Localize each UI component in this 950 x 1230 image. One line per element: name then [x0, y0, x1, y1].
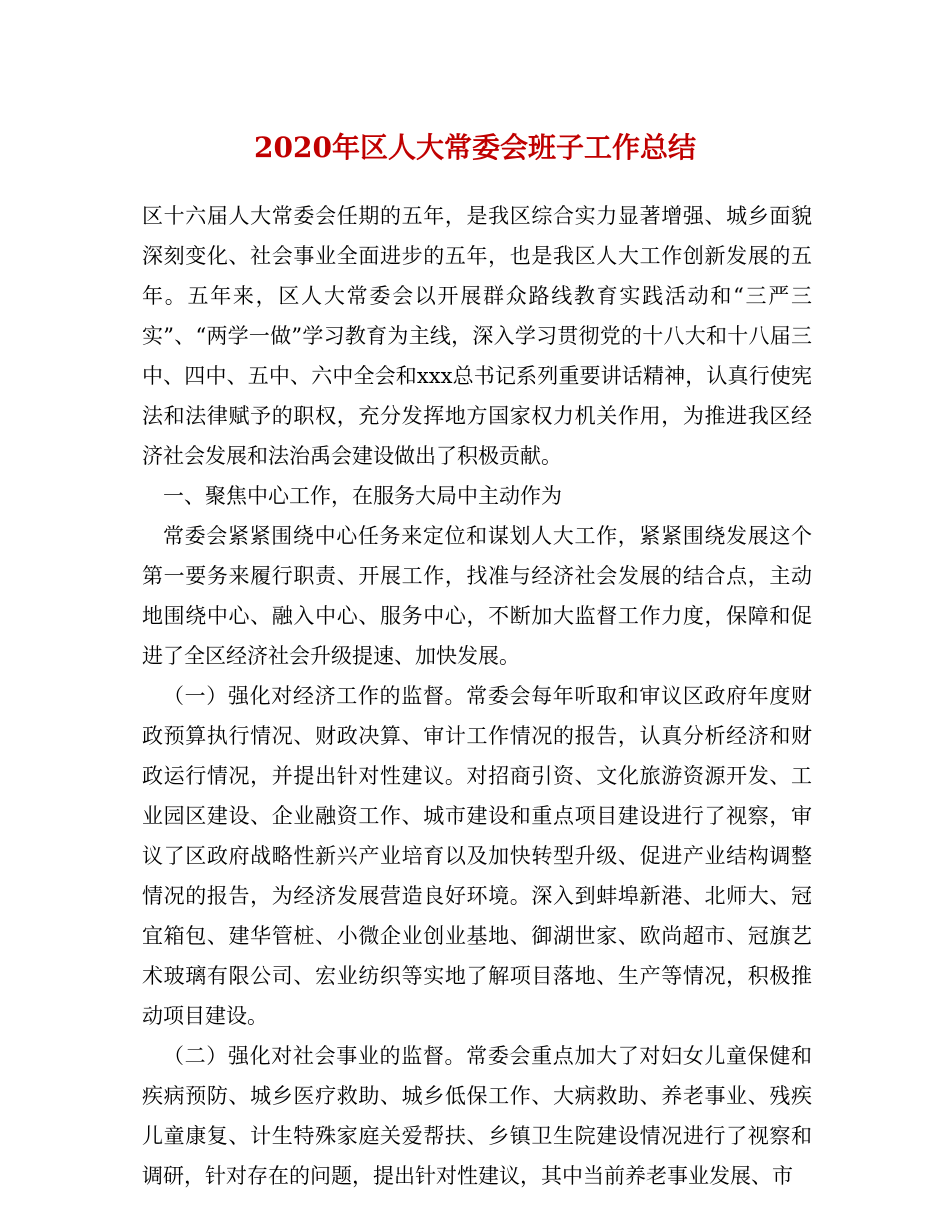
document-body	[142, 196, 812, 1196]
paragraph-intro: 区十六届人大常委会任期的五年，是我区综合实力显著增强、城乡面貌深刻变化、社会事业全面进步的五年，也是我区人大工作创新发展的五年。五年来，区人大常委会以开展群众路线教育实践活动和“三严三实”、“两学一做”学习教育为主线，深入学习贯彻党的十八大和十八届三中、四中、五中、六中全会和xxx总书记系列重要讲话精神，认真行使宪法和法律赋予的职权，充分发挥地方国家权力机关作用，为推进我区经济社会发展和法治禹会建设做出了积极贡献。	[142, 204, 812, 468]
document-title: 2020年区人大常委会班子工作总结	[254, 131, 696, 164]
paragraph-section-1: 常委会紧紧围绕中心任务来定位和谋划人大工作，紧紧围绕发展这个第一要务来履行职责、开展工作，找准与经济社会发展的结合点，主动地围绕中心、融入中心、服务中心，不断加大监督工作力度，保障和促进了全区经济社会升级提速、加快发展。	[142, 524, 812, 668]
section-heading-1: 一、聚焦中心工作，在服务大局中主动作为	[163, 484, 562, 508]
paragraph-subsection-1: （一）强化对经济工作的监督。常委会每年听取和审议区政府年度财政预算执行情况、财政决算、审计工作情况的报告，认真分析经济和财政运行情况，并提出针对性建议。对招商引资、文化旅游资源开发、工业园区建设、企业融资工作、城市建设和重点项目建设进行了视察，审议了区政府战略性新兴产业培育以及加快转型升级、促进产业结构调整情况的报告，为经济发展营造良好环境。深入到蚌埠新港、北师大、冠宜箱包、建华管桩、小微企业创业基地、御湖世家、欧尚超市、冠旗艺术玻璃有限公司、宏业纺织等实地了解项目落地、生产等情况，积极推动项目建设。	[142, 684, 812, 1028]
paragraph-subsection-2: （二）强化对社会事业的监督。常委会重点加大了对妇女儿童保健和疾病预防、城乡医疗救助、城乡低保工作、大病救助、养老事业、残疾儿童康复、计生特殊家庭关爱帮扶、乡镇卫生院建设情况进行了视察和调研，针对存在的问题，提出针对性建议，其中当前养老事业发展、市	[142, 1044, 812, 1188]
